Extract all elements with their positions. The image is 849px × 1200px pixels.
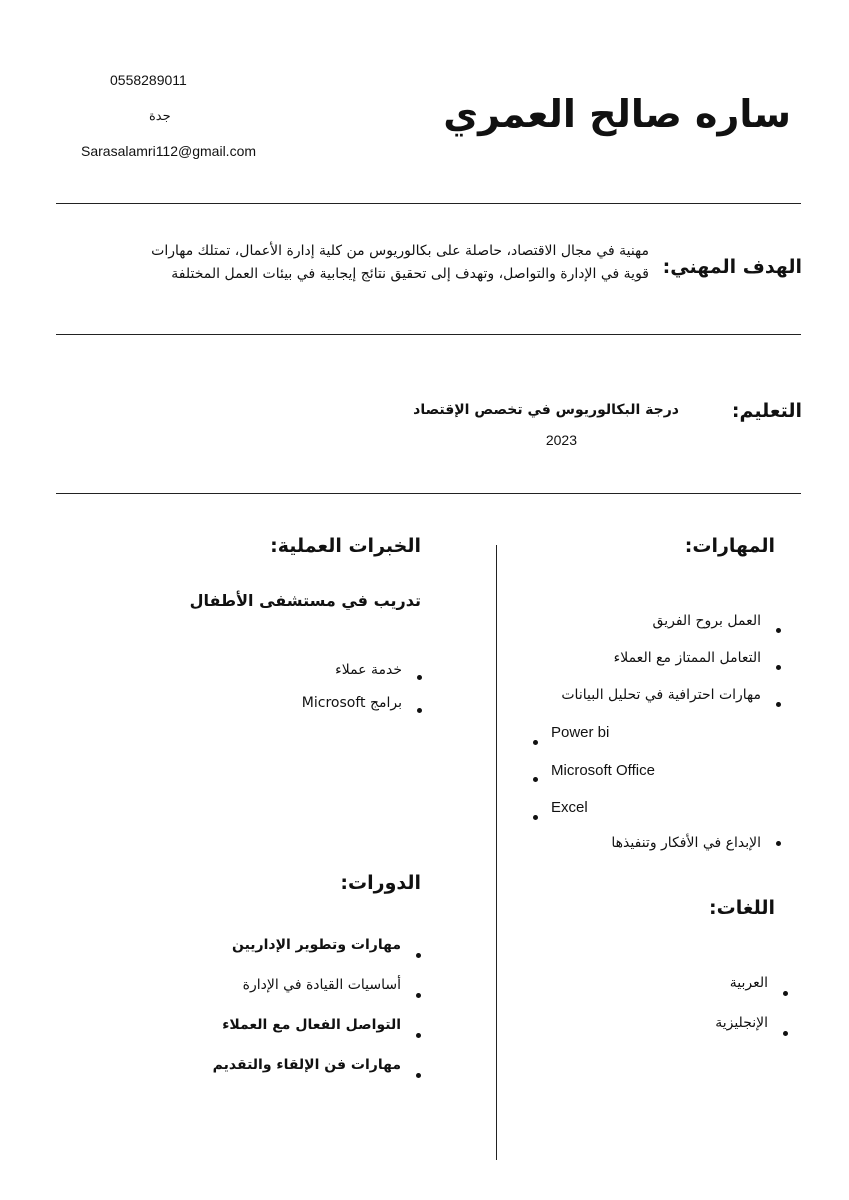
- languages-label: اللغات:: [709, 897, 775, 919]
- list-item: العمل بروح الفريق: [561, 611, 761, 648]
- divider-objective: [56, 334, 801, 335]
- divider-header: [56, 203, 801, 204]
- experience-label: الخبرات العملية:: [270, 535, 421, 557]
- skills-list-extra: [611, 835, 761, 851]
- courses-list: [213, 935, 401, 1095]
- list-item: Microsoft Office: [551, 761, 655, 799]
- education-degree: درجة البكالوريوس في تخصص الإقتصاد: [413, 402, 679, 418]
- city: جدة: [149, 108, 171, 123]
- list-item: التعامل الممتاز مع العملاء: [561, 648, 761, 685]
- education-year: 2023: [545, 432, 577, 448]
- languages-list: [715, 973, 768, 1053]
- experience-list: [302, 660, 402, 726]
- list-item: Excel: [551, 798, 655, 836]
- experience-title: تدريب في مستشفى الأطفال: [189, 591, 421, 610]
- list-item: أساسيات القيادة في الإدارة: [213, 975, 401, 1015]
- divider-education: [56, 493, 801, 494]
- list-item: الإنجليزية: [715, 1013, 768, 1053]
- list-item: مهارات وتطوير الإداريين: [213, 935, 401, 975]
- list-item: العربية: [715, 973, 768, 1013]
- skills-label: المهارات:: [684, 535, 775, 557]
- skills-list: [561, 611, 761, 722]
- courses-label: الدورات:: [340, 872, 421, 894]
- list-item: التواصل الفعال مع العملاء: [213, 1015, 401, 1055]
- list-item: الإبداع في الأفكار وتنفيذها: [611, 835, 761, 851]
- objective-label: الهدف المهني:: [662, 256, 802, 278]
- list-item: Power bi: [551, 723, 655, 761]
- candidate-name: ساره صالح العمري: [443, 92, 791, 136]
- list-item: خدمة عملاء: [302, 660, 402, 693]
- email-address: Sarasalamri112@gmail.com: [81, 143, 257, 159]
- list-item: مهارات فن الإلقاء والتقديم: [213, 1055, 401, 1095]
- objective-text: مهنية في مجال الاقتصاد، حاصلة على بكالوريوس من كلية إدارة الأعمال، تمتلك مهارات قوية في الإدارة والتواصل، وتهدف إلى تحقيق نتائج إيجابية في بيئات العمل المختلفة: [151, 243, 649, 282]
- list-item: مهارات احترافية في تحليل البيانات: [561, 685, 761, 722]
- education-label: التعليم:: [731, 400, 802, 422]
- column-divider: [496, 545, 497, 1160]
- skills-software-list: [551, 723, 655, 836]
- phone-number: 0558289011: [110, 72, 187, 88]
- list-item: برامج Microsoft: [302, 693, 402, 726]
